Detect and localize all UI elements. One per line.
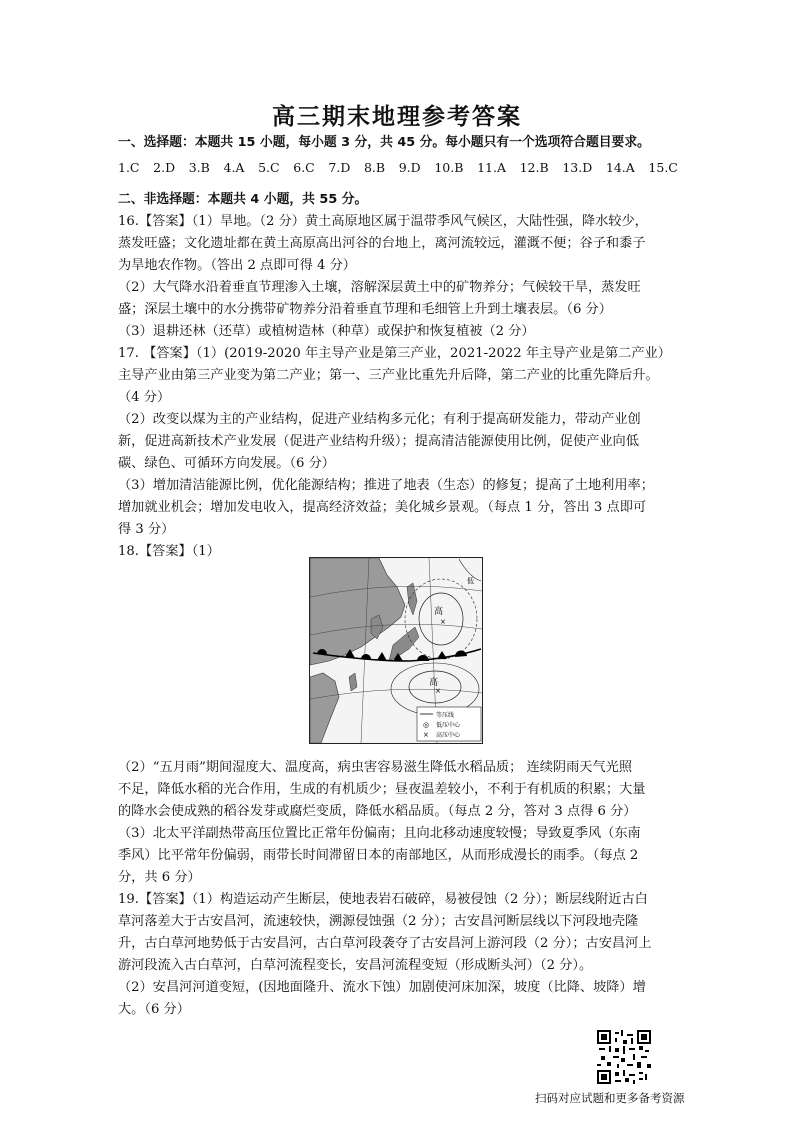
answer-line: （2）安昌河河道变短，(因地面隆升、流水下蚀）加剧使河床加深，坡度（比降、坡降）增 <box>118 980 646 995</box>
answer-line: （3）北太平洋副热带高压位置比正常年份偏南；且向北移动速度较慢；导致夏季风（东南 <box>118 826 641 841</box>
answer-line: 碳、绿色、可循环方向发展。（6 分） <box>118 456 335 471</box>
answer-line: 盛；深层土壤中的水分携带矿物养分沿着垂直节理和毛细管上升到土壤表层。（6 分） <box>118 302 612 317</box>
high-center-icon: × <box>435 687 441 695</box>
weather-map-figure <box>309 557 483 744</box>
legend-high-label: 高压中心 <box>436 732 461 739</box>
low-pressure-label: 低 <box>467 577 474 585</box>
answer-line: 不足，降低水稻的光合作用，生成的有机质少；昼夜温差较小，不利于有机质的积累；大量 <box>118 782 646 797</box>
answer-item: 9.D <box>398 160 421 175</box>
answer-line: 大。（6 分） <box>118 1002 190 1017</box>
answer-item: 10.B <box>434 160 464 175</box>
answer-line: 草河落差大于古安昌河，流速较快，溯源侵蚀强（2 分）；古安昌河断层线以下河段地壳隆 <box>118 914 639 929</box>
answer-item: 12.B <box>519 160 549 175</box>
answer-line: （2）“五月雨”期间湿度大、温度高，病虫害容易滋生降低水稻品质； 连续阴雨天气光照 <box>118 760 632 775</box>
answer-item: 4.A <box>223 160 245 175</box>
choice-answers-row <box>118 160 678 175</box>
answer-line: 游河段流入古白草河，白草河流程变长，安昌河流程变短（形成断头河）（2 分）。 <box>118 958 593 973</box>
answer-item: 7.D <box>328 160 351 175</box>
qr-caption: 扫码对应试题和更多备考资源 <box>535 1091 685 1105</box>
answer-line: 蒸发旺盛；文化遗址都在黄土高原高出河谷的台地上，离河流较远，灌溉不便；谷子和黍子 <box>118 236 646 251</box>
answer-line: （4 分） <box>118 390 171 405</box>
answer-line: 19.【答案】（1）构造运动产生断层，使地表岩石破碎，易被侵蚀（2 分）；断层线附近古白 <box>118 892 648 907</box>
answer-line: 16.【答案】（1）旱地。（2 分）黄土高原地区属于温带季风气候区，大陆性强，降水较少， <box>118 214 648 229</box>
qr-code-image[interactable] <box>597 1030 651 1084</box>
section1-heading: 一、选择题：本题共 15 小题，每小题 3 分，共 45 分。每小题只有一个选项符合题目要求。 <box>118 135 650 150</box>
high-pressure-label: 高 <box>429 678 439 688</box>
legend-low-label: 低压中心 <box>436 722 461 729</box>
legend-high-symbol: × <box>423 731 429 739</box>
answer-line: （2）大气降水沿着垂直节理渗入土壤，溶解深层黄土中的矿物养分；气候较干旱，蒸发旺 <box>118 280 641 295</box>
legend-isobar-label: 等压线 <box>436 712 455 719</box>
answer-line: 升，古白草河地势低于古安昌河，古白草河段袭夺了古安昌河上游河段（2 分）；古安昌河上 <box>118 936 652 951</box>
answer-item: 8.B <box>363 160 386 175</box>
answer-item: 2.D <box>153 160 176 175</box>
answer-line: 增加就业机会；增加发电收入，提高经济效益；美化城乡景观。（每点 1 分，答出 3 点即可 <box>118 500 647 515</box>
answer-line: 得 3 分） <box>118 522 175 537</box>
answer-item: 3.B <box>188 160 210 175</box>
high-pressure-label: 高 <box>434 607 444 617</box>
page-title: 高三期末地理参考答案 <box>272 104 522 130</box>
answer-line: 季风）比平常年份偏弱，雨带长时间滞留日本的南部地区，从而形成漫长的雨季。（每点 2 <box>118 848 639 863</box>
answer-line: 分，共 6 分） <box>118 870 201 885</box>
answer-line: 新，促进高新技术产业发展（促进产业结构升级）；提高清洁能源使用比例，促使产业向低 <box>118 434 639 449</box>
answer-line: 主导产业由第三产业变为第二产业；第一、三产业比重先升后降，第二产业的比重先降后升。 <box>118 368 659 383</box>
answer-item: 11.A <box>477 160 506 175</box>
legend-low-symbol: ◎ <box>423 721 430 729</box>
answer-line: （3）退耕还林（还草）或植树造林（种草）或保护和恢复植被（2 分） <box>118 324 535 339</box>
high-center-icon: × <box>440 618 446 626</box>
answer-item: 15.C <box>648 160 678 175</box>
answer-line: 为旱地农作物。（答出 2 点即可得 4 分） <box>118 258 356 273</box>
answer-line: 18.【答案】（1） <box>118 544 220 559</box>
answer-item: 5.C <box>258 160 280 175</box>
answer-item: 6.C <box>293 160 315 175</box>
answer-item: 13.D <box>562 160 593 175</box>
answer-line: （3）增加清洁能源比例，优化能源结构；推进了地表（生态）的修复；提高了土地利用率； <box>118 478 654 493</box>
section2-heading: 二、非选择题：本题共 4 小题，共 55 分。 <box>118 192 368 207</box>
answer-line: 17. 【答案】（1）(2019-2020 年主导产业是第三产业，2021-2022 年主导产业是第二产业） <box>118 346 671 361</box>
answer-line: （2）改变以煤为主的产业结构，促进产业结构多元化；有利于提高研发能力，带动产业创 <box>118 412 641 427</box>
answer-item: 14.A <box>605 160 635 175</box>
answer-line: 的降水会使成熟的稻谷发芽或腐烂变质，降低水稻品质。（每点 2 分，答对 3 点得 6 分） <box>118 804 637 819</box>
answer-item: 1.C <box>118 160 140 175</box>
